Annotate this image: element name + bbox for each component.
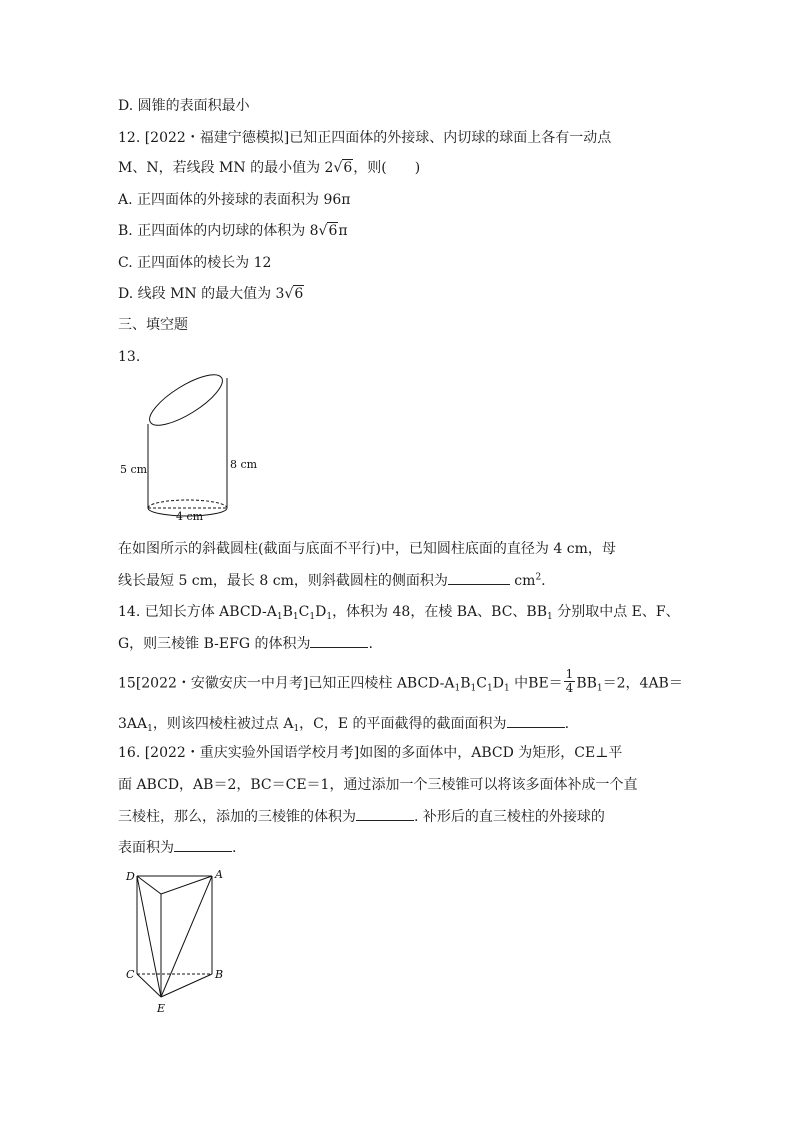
slanted-top-ellipse — [143, 372, 229, 434]
edge-d-top — [137, 876, 161, 894]
q15-text-line1: 15[2022・安徽安庆一中月考]已知正四棱柱 ABCD-$A_1B_1C_1D_1$ 中BE＝ $\frac{1}{4}$ $BB_1=2$，4AB＝ — [118, 667, 683, 695]
q13-text-line2: 线长最短 5 cm，最长 8 cm，则斜截圆柱的侧面积为 $cm^2$. — [118, 570, 546, 591]
q14-text-line2: G，则三棱锥 B-EFG 的体积为 . — [118, 633, 373, 654]
q12-option-a: A. 正四面体的外接球的表面积为 96π — [118, 192, 351, 208]
q16-text-line4: 表面积为 . — [118, 837, 236, 858]
answer-blank[interactable] — [310, 633, 368, 648]
label-a: A — [215, 868, 223, 881]
edge-a-top — [161, 876, 212, 894]
q13-number: 13. — [118, 349, 141, 365]
sqrt-symbol: √6 — [284, 286, 304, 302]
q12-option-c: C. 正四面体的棱长为 12 — [118, 255, 272, 271]
label-d: D — [126, 870, 135, 883]
label-e: E — [157, 1002, 166, 1015]
q12-option-d: D. 线段 MN 的最大值为 3√6 — [118, 286, 304, 302]
q13-text-line1: 在如图所示的斜截圆柱(截面与底面不平行)中，已知圆柱底面的直径为 4 cm，母 — [118, 541, 616, 557]
q16-polyhedron-figure — [124, 866, 244, 1016]
q12-stem-tail: ，则( ) — [353, 160, 421, 176]
label-8cm: 8 cm — [230, 458, 258, 471]
q16-text-line1: 16. [2022・重庆实验外国语学校月考]如图的多面体中，ABCD 为矩形，CE⊥平 — [118, 745, 623, 761]
answer-blank[interactable] — [356, 806, 414, 821]
q14-text-line1: 14. 已知长方体 ABCD-$A_1B_1C_1D_1$，体积为 48，在棱 BA、BC、$BB_1$ 分别取中点 E、F、 — [118, 604, 680, 622]
edge-be — [161, 974, 212, 997]
label-c: C — [126, 968, 135, 981]
answer-blank[interactable] — [507, 713, 565, 728]
q11-option-d: D. 圆锥的表面积最小 — [118, 98, 250, 114]
q12-stem-line1: 12. [2022・福建宁德模拟]已知正四面体的外接球、内切球的球面上各有一动点 — [118, 130, 612, 146]
answer-blank[interactable] — [448, 570, 510, 585]
q12-option-b: B. 正四面体的内切球的体积为 8√6π — [118, 223, 348, 239]
sqrt-symbol: √6 — [333, 160, 353, 176]
q12-stem-text: M、N，若线段 MN 的最小值为 2 — [118, 160, 334, 176]
q16-text-line2: 面 ABCD，AB＝2，BC＝CE＝1，通过添加一个三棱锥可以将该多面体补成一个直 — [118, 777, 638, 793]
answer-blank[interactable] — [174, 837, 232, 852]
q12-stem-line2 — [118, 158, 420, 178]
fraction-one-quarter: $\frac{1}{4}$ — [565, 667, 574, 695]
q15-text-line2: $3AA_1$，则该四棱柱被过点 $A_1$，C，E 的平面截得的截面面积为 . — [118, 713, 569, 734]
sqrt-symbol: √6 — [318, 223, 338, 239]
edge-ae — [161, 876, 212, 997]
q13-oblique-cylinder-figure — [116, 372, 266, 522]
q16-text-line3: 三棱柱，那么，添加的三棱锥的体积为 . 补形后的直三棱柱的外接球的 — [118, 806, 605, 827]
bottom-ellipse-back — [148, 500, 227, 508]
label-5cm: 5 cm — [120, 463, 148, 476]
edge-de — [137, 876, 161, 997]
label-b: B — [215, 968, 224, 981]
section-title: 三、填空题 — [118, 317, 188, 333]
label-4cm: 4 cm — [176, 510, 204, 522]
